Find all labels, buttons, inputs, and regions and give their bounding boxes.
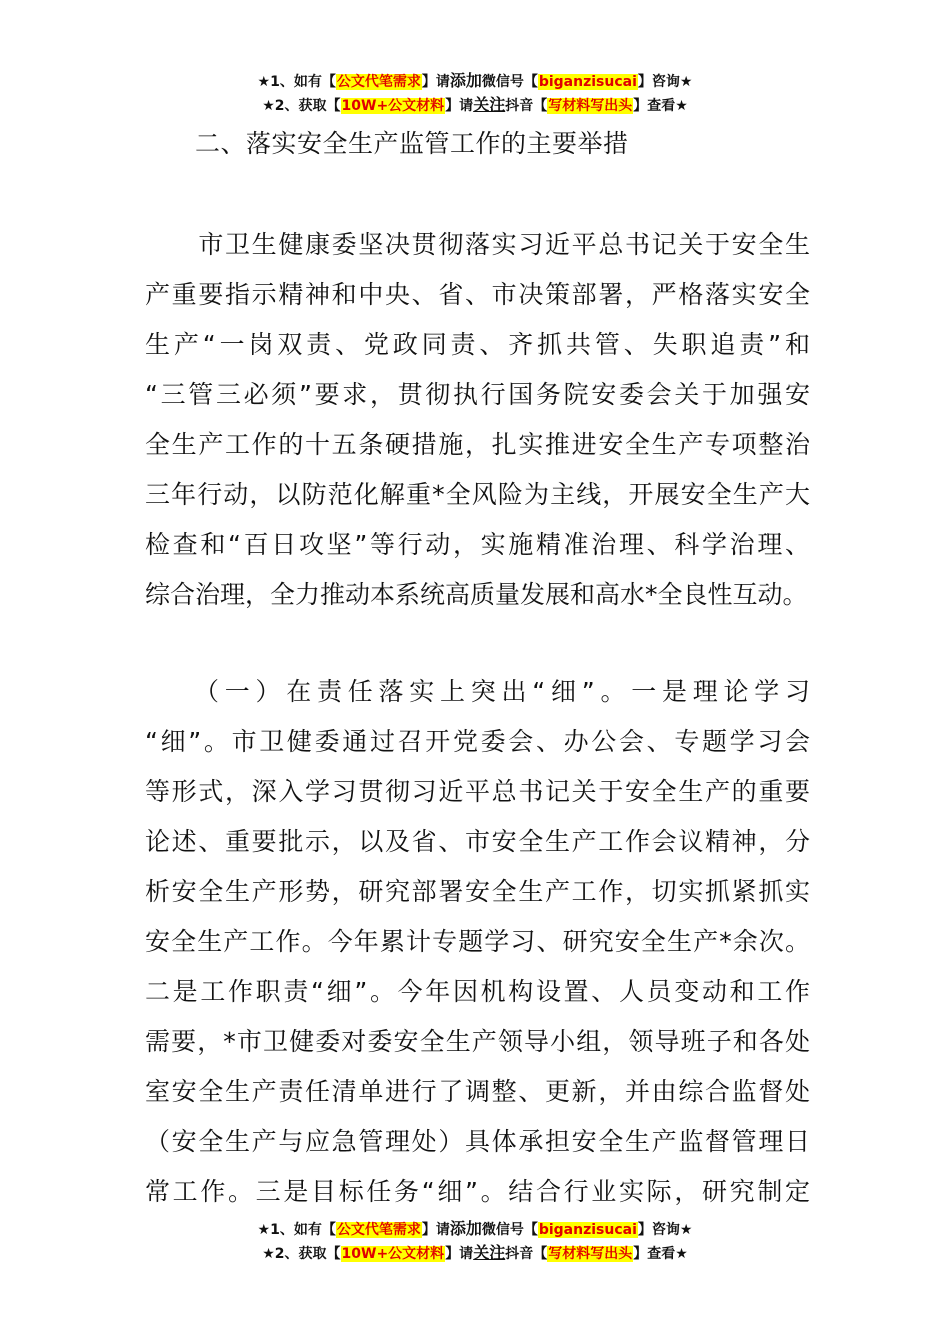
text-line: 二是工作职责“细”。今年因机构设置、人员变动和工作 [145, 977, 810, 1006]
text-line: 生产“一岗双责、党政同责、齐抓共管、失职追责”和 [145, 330, 810, 359]
promo-text: 】查看★ [633, 1246, 688, 1262]
promo-banner-bottom [0, 1217, 950, 1265]
promo-line-1 [0, 69, 950, 93]
promo-text: 微信号【 [481, 74, 538, 90]
promo-text: ★1、如有【 [257, 1222, 336, 1238]
promo-text: 抖音【 [505, 1246, 548, 1262]
text-line: 全生产工作的十五条硬措施，扎实推进安全生产专项整治 [145, 430, 810, 459]
promo-line-2 [0, 1241, 950, 1265]
text-line: 产重要指示精神和中央、省、市决策部署，严格落实安全 [145, 280, 810, 309]
promo-banner-top [0, 69, 950, 117]
text-line: （安全生产与应急管理处）具体承担安全生产监督管理日 [145, 1127, 810, 1156]
text-line: 室安全生产责任清单进行了调整、更新，并由综合监督处 [145, 1077, 810, 1106]
promo-text: 抖音【 [505, 98, 548, 114]
promo-text: ★2、获取【 [262, 1246, 341, 1262]
promo-highlight-wechat: biganzisucai [538, 1222, 637, 1238]
promo-line-1 [0, 1217, 950, 1241]
promo-text: 】请 [445, 98, 474, 114]
text-line: 需要，*市卫健委对委安全生产领导小组，领导班子和各处 [145, 1027, 810, 1056]
promo-text: 】咨询★ [637, 74, 693, 90]
text-line: 综合治理，全力推动本系统高质量发展和高水*全良性互动。 [145, 580, 808, 609]
promo-highlight: 10W+公文材料 [341, 1246, 445, 1262]
paragraph-1 [145, 220, 810, 620]
promo-text: 微信号【 [481, 1222, 538, 1238]
text-line: 检查和“百日攻坚”等行动，实施精准治理、科学治理、 [145, 530, 810, 559]
promo-highlight-douyin: 写材料写出头 [548, 1246, 633, 1262]
promo-emphasis: 添加 [449, 71, 482, 90]
promo-highlight-douyin: 写材料写出头 [548, 98, 633, 114]
section-heading: 二、落实安全生产监管工作的主要举措 [195, 129, 629, 158]
text-line: 常工作。三是目标任务“细”。结合行业实际，研究制定 [145, 1177, 810, 1206]
text-line: （一）在责任落实上突出“细”。一是理论学习 [145, 677, 810, 706]
text-line: 市卫生健康委坚决贯彻落实习近平总书记关于安全生 [145, 230, 810, 259]
text-line: “细”。市卫健委通过召开党委会、办公会、专题学习会 [145, 727, 810, 756]
text-line: 安全生产工作。今年累计专题学习、研究安全生产*余次。 [145, 927, 810, 956]
text-line: 论述、重要批示，以及省、市安全生产工作会议精神，分 [145, 827, 810, 856]
text-line: 三年行动，以防范化解重*全风险为主线，开展安全生产大 [145, 480, 810, 509]
text-line: “三管三必须”要求，贯彻执行国务院安委会关于加强安 [145, 380, 810, 409]
promo-text: 】请 [445, 1246, 474, 1262]
promo-highlight-wechat: biganzisucai [538, 74, 637, 90]
promo-highlight: 公文代笔需求 [336, 74, 421, 90]
promo-line-2 [0, 93, 950, 117]
promo-emphasis: 关注 [473, 1243, 506, 1262]
promo-highlight: 公文代笔需求 [336, 1222, 421, 1238]
promo-text: 】查看★ [633, 98, 688, 114]
promo-text: ★2、获取【 [262, 98, 341, 114]
promo-text: 】请 [421, 1222, 450, 1238]
paragraph-2 [145, 667, 810, 1217]
promo-text: 】咨询★ [637, 1222, 693, 1238]
promo-highlight: 10W+公文材料 [341, 98, 445, 114]
promo-emphasis: 添加 [449, 1219, 482, 1238]
promo-text: ★1、如有【 [257, 74, 336, 90]
text-line: 等形式，深入学习贯彻习近平总书记关于安全生产的重要 [145, 777, 810, 806]
promo-text: 】请 [421, 74, 450, 90]
text-line: 析安全生产形势，研究部署安全生产工作，切实抓紧抓实 [145, 877, 810, 906]
promo-emphasis: 关注 [473, 95, 506, 114]
